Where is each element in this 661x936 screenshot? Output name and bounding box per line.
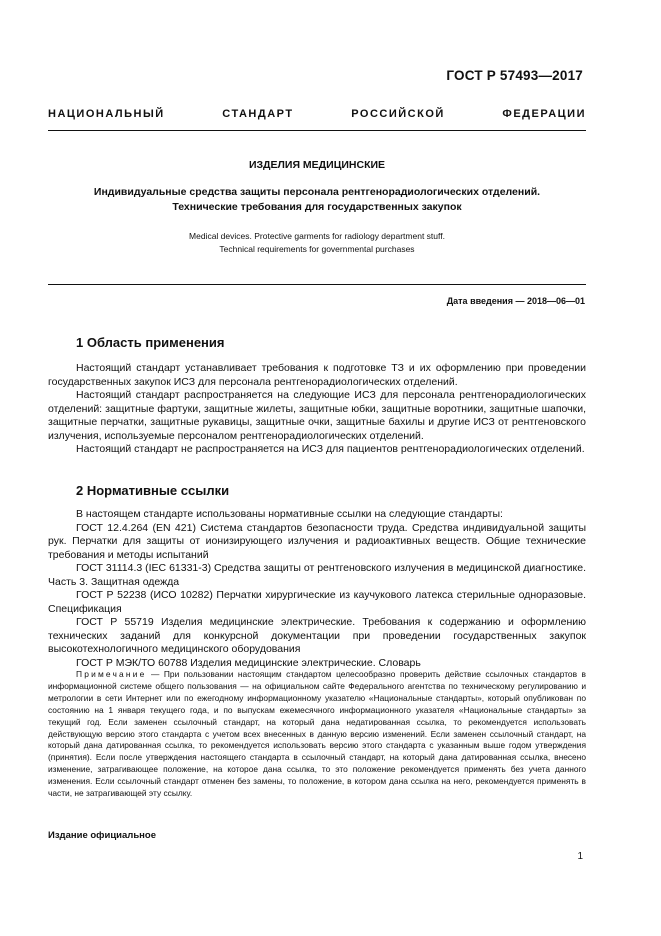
page-number: 1 [577,851,583,862]
section-2-paragraph: В настоящем стандарте использованы нормативные ссылки на следующие стандарты: [76,508,503,520]
section-1-heading: 1 Область применения [76,335,225,350]
section-1-paragraph: Настоящий стандарт распространяется на следующие ИСЗ для персонала рентгенорадиологических отделений: защитные фартуки, защитные жилеты, защитные юбки, защитные воротники, защитные шапочки, защитные перчатки, защитные рукавицы, защитные очки, защитные бахилы и другие ИСЗ от рентгеновского излучения, используемые персоналом рентгенорадиологических отделений. [48,389,586,442]
note-label: Примечание [76,669,147,679]
english-title [48,230,586,255]
section-1-body [48,362,586,457]
document-subtitle [48,185,586,214]
top-divider [48,130,586,131]
document-title: ИЗДЕЛИЯ МЕДИЦИНСКИЕ [248,159,386,171]
normative-reference: ГОСТ Р 52238 (ИСО 10282) Перчатки хирургические из каучукового латекса стерильные одноразовые. Спецификация [48,589,586,615]
section-1-paragraph: Настоящий стандарт устанавливает требования к подготовке ТЗ и их оформлению при проведении государственных закупок ИСЗ для персонала рентгенорадиологических отделений. [48,362,586,388]
english-title-line-2: Technical requirements for governmental purchases [219,243,415,254]
section-1-paragraph: Настоящий стандарт не распространяется на ИСЗ для пациентов рентгенорадиологических отделений. [76,443,585,455]
section-2-body [48,508,586,670]
gost-code: ГОСТ Р 57493—2017 [446,68,583,83]
normative-reference: ГОСТ Р 55719 Изделия медицинские электрические. Требования к содержанию и оформлению технических заданий для конкурсной документации при проведении государственных закупок высокотехнологичного медицинского оборудования [48,616,586,655]
official-edition-label: Издание официальное [48,830,156,841]
normative-reference: ГОСТ 12.4.264 (EN 421) Система стандартов безопасности труда. Средства индивидуальной защиты рук. Перчатки для защиты от ионизирующего излучения и радиоактивных веществ. Общие технические требования и методы испытаний [48,521,586,561]
english-title-line-1: Medical devices. Protective garments for radiology department stuff. [189,231,445,241]
subtitle-line-1: Индивидуальные средства защиты персонала рентгенорадиологических отделений. [93,186,541,198]
note-text: — При пользовании настоящим стандартом целесообразно проверить действие ссылочных стандартов в информационной системе общего пользования — на официальном сайте Федерального агентства по техническому регулированию и метрологии в сети Интернет или по ежегодному информационному указателю «Национальные стандарты», который опубликован по состоянию на 1 января текущего года, и по выпускам ежемесячного информационного указателя «Национальные стандарты» за текущий год. Если заменен ссылочный стандарт, на который дана недатированная ссылка, то рекомендуется использовать действующую версию этого стандарта с учетом всех внесенных в данную версию изменений. Если заменен ссылочный стандарт, на который дана датированная ссылка, то рекомендуется использовать версию этого стандарта с указанным выше годом утверждения (принятия). Если после утверждения настоящего стандарта в ссылочный стандарт, на который дана датированная ссылка, внесено изменение, затрагивающее положение, на которое дана ссылка, то это положение рекомендуется применять без учета данного изменения. Если ссылочный стандарт отменен без замены, то положение, в котором дана ссылка на него, рекомендуется применять в части, не затрагивающей эту ссылку. [48,669,586,799]
title-divider [48,284,586,285]
section-2-heading: 2 Нормативные ссылки [76,483,230,498]
note-block [48,669,586,800]
national-standard-banner: НАЦИОНАЛЬНЫЙ СТАНДАРТ РОССИЙСКОЙ ФЕДЕРАЦИИ [48,108,586,120]
normative-reference: ГОСТ 31114.3 (IEC 61331-3) Средства защиты от рентгеновского излучения в медицинской диагностике. Часть 3. Защитная одежда [48,562,586,588]
normative-reference: ГОСТ Р МЭК/ТО 60788 Изделия медицинские электрические. Словарь [76,656,421,669]
introduction-date: Дата введения — 2018—06—01 [446,296,585,306]
subtitle-line-2: Технические требования для государственных закупок [172,200,462,213]
